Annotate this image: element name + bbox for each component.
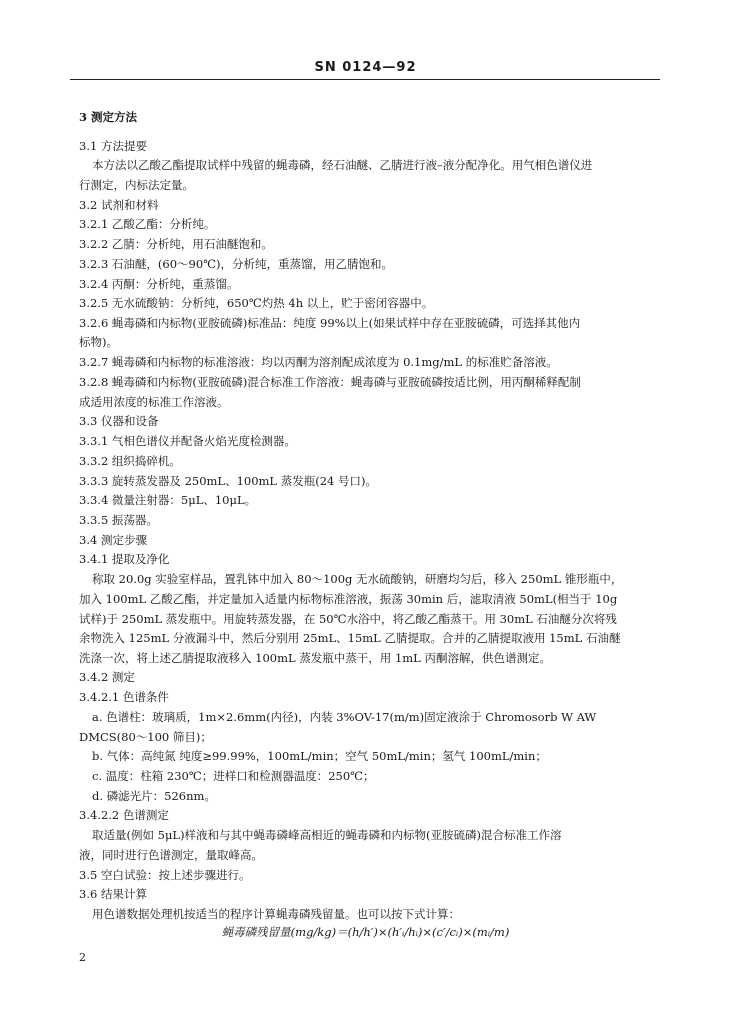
- text-line: b. 气体：高纯氮 纯度≥99.99%，100mL/min；空气 50mL/min；氢气 100mL/min；: [92, 749, 547, 763]
- text-line: 3.3.2 组织捣碎机。: [79, 454, 181, 468]
- text-line: 3.1 方法提要: [79, 139, 147, 153]
- text-line: 3.2.8 蝇毒磷和内标物(亚胺硫磷)混合标准工作溶液：蝇毒磷与亚胺硫磷按适比例，用丙酮稀释配制: [79, 375, 581, 389]
- text-line: 3.4.2.1 色谱条件: [79, 690, 169, 704]
- text-line: 3.3.4 微量注射器：5μL、10μL。: [79, 493, 257, 507]
- text-line: 3.3.3 旋转蒸发器及 250mL、100mL 蒸发瓶(24 号口)。: [79, 474, 377, 488]
- text-line: 3.3.1 气相色谱仪并配备火焰光度检测器。: [79, 434, 296, 448]
- text-line: 3.2.7 蝇毒磷和内标物的标准溶液：均以丙酮为溶剂配成浓度为 0.1mg/mL 的标准贮备溶液。: [79, 355, 558, 369]
- text-line: DMCS(80～100 筛目)；: [79, 730, 212, 744]
- text-line: 3 测定方法: [79, 110, 138, 124]
- text-line: 3.5 空白试验：按上述步骤进行。: [79, 868, 251, 882]
- text-line: 3.2.2 乙腈：分析纯，用石油醚饱和。: [79, 237, 273, 251]
- text-line: 行测定，内标法定量。: [79, 178, 194, 192]
- text-line: 3.3 仪器和设备: [79, 414, 159, 428]
- text-line: 3.2.1 乙酸乙酯：分析纯。: [79, 217, 216, 231]
- text-line: 3.6 结果计算: [79, 887, 147, 901]
- text-line: 3.2.4 丙酮：分析纯，重蒸馏。: [79, 277, 239, 291]
- text-line: 3.4 测定步骤: [79, 533, 147, 547]
- text-line: 液，同时进行色谱测定，量取峰高。: [79, 848, 263, 862]
- text-line: c. 温度：柱箱 230℃；进样口和检测器温度：250℃；: [92, 769, 375, 783]
- text-line: 3.2 试剂和材料: [79, 198, 159, 212]
- text-line: 3.4.2 测定: [79, 670, 135, 684]
- text-line: 余物洗入 125mL 分液漏斗中，然后分别用 25mL、15mL 乙腈提取。合并的乙腈提取液用 15mL 石油醚: [79, 631, 621, 645]
- text-line: 试样)于 250mL 蒸发瓶中。用旋转蒸发器，在 50℃水浴中，将乙酸乙酯蒸干。用 30mL 石油醚分次将残: [79, 612, 617, 626]
- page-number: 2: [79, 951, 86, 964]
- text-line: 成适用浓度的标准工作溶液。: [79, 395, 229, 409]
- text-line: 用色谱数据处理机按适当的程序计算蝇毒磷残留量。也可以按下式计算：: [92, 907, 460, 921]
- standard-number-header: SN 0124—92: [314, 60, 417, 75]
- text-line: 取适量(例如 5μL)样液和与其中蝇毒磷峰高相近的蝇毒磷和内标物(亚胺硫磷)混合标准工作溶: [92, 828, 562, 842]
- text-line: 3.2.6 蝇毒磷和内标物(亚胺硫磷)标准品：纯度 99%以上(如果试样中存在亚胺硫磷，可选择其他内: [79, 316, 581, 330]
- text-line: 3.4.2.2 色谱测定: [79, 808, 169, 822]
- text-line: 加入 100mL 乙酸乙酯，并定量加入适量内标物标准溶液，振荡 30min 后，滤取清液 50mL(相当于 10g: [79, 592, 618, 606]
- text-line: 称取 20.0g 实验室样品，置乳钵中加入 80～100g 无水硫酸钠，研磨均匀后，移入 250mL 锥形瓶中，: [92, 572, 623, 586]
- formula: 蝇毒磷残留量(mg/kg)＝(h/h′)×(h′ᵢ/hᵢ)×(c′/cᵢ)×(mᵢ/m): [221, 925, 510, 939]
- text-line: 3.2.5 无水硫酸钠：分析纯，650℃灼热 4h 以上，贮于密闭容器中。: [79, 296, 434, 310]
- text-line: 本方法以乙酸乙酯提取试样中残留的蝇毒磷，经石油醚、乙腈进行液–液分配净化。用气相色谱仪进: [92, 158, 593, 172]
- text-line: 3.2.3 石油醚，(60～90℃)，分析纯，重蒸馏，用乙腈饱和。: [79, 257, 394, 271]
- text-line: a. 色谱柱：玻璃质，1m×2.6mm(内径)，内装 3%OV-17(m/m)固定液涂于 Chromosorb W AW: [92, 710, 597, 724]
- header-rule: [70, 79, 660, 80]
- text-line: 标物)。: [79, 335, 118, 349]
- text-line: d. 磷滤光片：526nm。: [92, 789, 216, 803]
- text-line: 3.4.1 提取及净化: [79, 552, 170, 566]
- text-line: 3.3.5 振荡器。: [79, 513, 158, 527]
- text-line: 洗涤一次，将上述乙腈提取液移入 100mL 蒸发瓶中蒸干，用 1mL 丙酮溶解，供色谱测定。: [79, 651, 551, 665]
